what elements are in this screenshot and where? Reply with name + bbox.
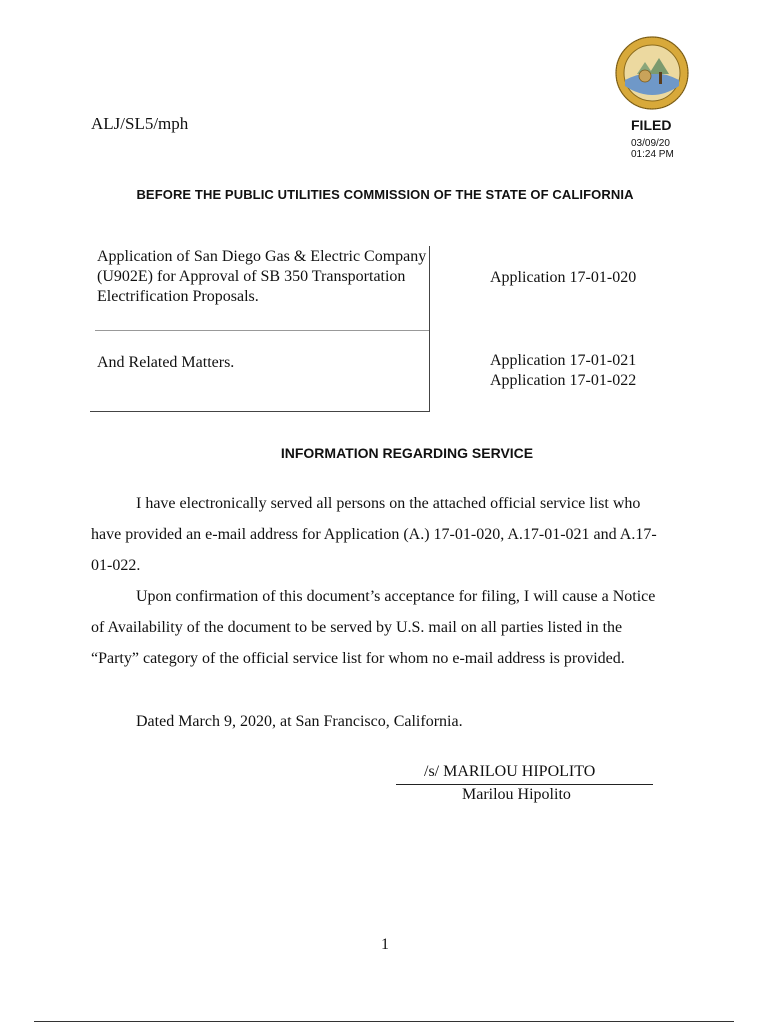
caption-bottom-rule — [90, 411, 430, 412]
body-paragraph-2 — [91, 581, 671, 674]
filed-stamp-time: 01:24 PM — [631, 149, 674, 160]
commission-heading: BEFORE THE PUBLIC UTILITIES COMMISSION OF THE STATE OF CALIFORNIA — [136, 187, 634, 202]
section-title: INFORMATION REGARDING SERVICE — [280, 445, 534, 461]
signatory-name: Marilou Hipolito — [462, 786, 571, 803]
caption-related-matters: And Related Matters. — [97, 354, 235, 371]
signature-line-text: /s/ MARILOU HIPOLITO — [424, 763, 596, 780]
body-paragraph-2-text: Upon confirmation of this document’s acceptance for filing, I will cause a Notice of Availability of the document to be served by U.S. mail on all parties listed in the “Party” category of the official service list for whom no e-mail address is provided. — [91, 588, 656, 667]
page-number: 1 — [381, 936, 389, 953]
body-paragraph-1 — [91, 488, 671, 581]
body-paragraph-1-text: I have electronically served all persons on the attached official service list who have provided an e-mail address for Application (A.) 17-01-020, A.17-01-021 and A.17-01-022. — [91, 495, 657, 574]
caption-application-title: Application of San Diego Gas & Electric Company (U902E) for Approval of SB 350 Transportation Electrification Proposals. — [97, 248, 427, 305]
caption-related-numbers — [490, 351, 636, 391]
body-paragraph-3 — [91, 706, 671, 737]
body-paragraph-3-text: Dated March 9, 2020, at San Francisco, California. — [136, 713, 463, 730]
footer-rule — [34, 1021, 734, 1022]
filed-stamp-label: FILED — [631, 117, 672, 133]
signature-underline — [396, 784, 653, 785]
caption-vertical-rule — [429, 246, 430, 412]
caption-application-number: Application 17-01-020 — [490, 269, 637, 286]
california-state-seal-icon — [615, 36, 689, 110]
docket-code: ALJ/SL5/mph — [91, 114, 189, 133]
caption-related-number-1: Application 17-01-021 — [490, 352, 637, 369]
caption-related-number-2: Application 17-01-022 — [490, 372, 637, 389]
caption-divider — [95, 330, 430, 331]
filed-stamp-date: 03/09/20 — [631, 138, 670, 149]
